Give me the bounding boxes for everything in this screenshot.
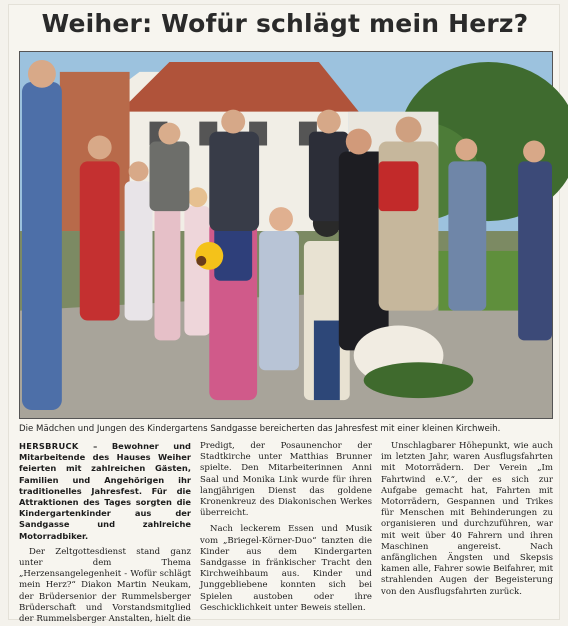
article-column-3	[381, 441, 553, 617]
newspaper-clipping	[8, 4, 560, 625]
headline: Weiher: Wofür schlägt mein Herz?	[41, 9, 529, 38]
lead-paragraph	[19, 441, 191, 542]
dateline: HERSBRUCK	[19, 441, 79, 451]
article-column-2	[200, 441, 372, 617]
lead-text: – Bewohner und Mitarbeitende des Hauses Weiher feierten mit zahlreichen Gästen, Familien und Angehörigen ihr traditionelles Jahresfest. Für die Attraktionen des Tages sorgten die Kindergartenkinder aus der Sandgasse und zahlreiche Motorradbiker.	[19, 441, 191, 541]
photo-illustration	[20, 52, 552, 418]
paragraph: Unschlagbarer Höhepunkt, wie auch im letzten Jahr, waren Ausflugsfahrten mit Motorrädern. Der Verein „Im Fahrtwind e.V.“, der es sich zur Aufgabe gemacht hat, Fahrten mit Motorrädern, Gespannen und Trikes für Menschen mit Behinderungen zu organisieren und durchzuführen, war mit weit über 40 Fahrern und ihren Maschinen angereist. Nach anfänglichen Ängsten und Skepsis kamen alle, Fahrer sowie Beifahrer, mit strahlenden Augen der Begeisterung von den Ausflugsfahrten zurück.	[381, 441, 553, 597]
paragraph: Nach leckerem Essen und Musik vom „Briegel-Körner-Duo“ tanzten die Kinder aus dem Kindergarten Sandgasse in fränkischer Tracht den Kirchweihbaum aus. Kinder und Junggebliebene konnten sich bei Spielen austoben oder ihre Geschicklichkeit unter Beweis stellen.	[200, 524, 372, 613]
paragraph: Predigt, der Posaunenchor der Stadtkirche unter Matthias Brunner spielte. Den Mitarbeiterinnen Anni Saal und Monika Link wurde für ihren langjährigen Dienst das goldene Kronenkreuz des Diakonischen Werkes überreicht.	[200, 441, 372, 519]
festival-photo	[19, 51, 553, 419]
article-column-1	[19, 441, 191, 625]
article-body	[19, 441, 553, 625]
paragraph: Der Zeltgottesdienst stand ganz unter dem Thema „Herzensangelegenheit - Wofür schlägt mein Herz?“ Diakon Martin Neukam, der Brüdersenior der Rummelsberger Brüderschaft und Vorstandsmitglied der Rummelsberger Anstalten, hielt die	[19, 546, 191, 625]
photo-caption: Die Mädchen und Jungen des Kindergartens Sandgasse bereicherten das Jahresfest mit einer kleinen Kirchweih.	[19, 424, 501, 434]
